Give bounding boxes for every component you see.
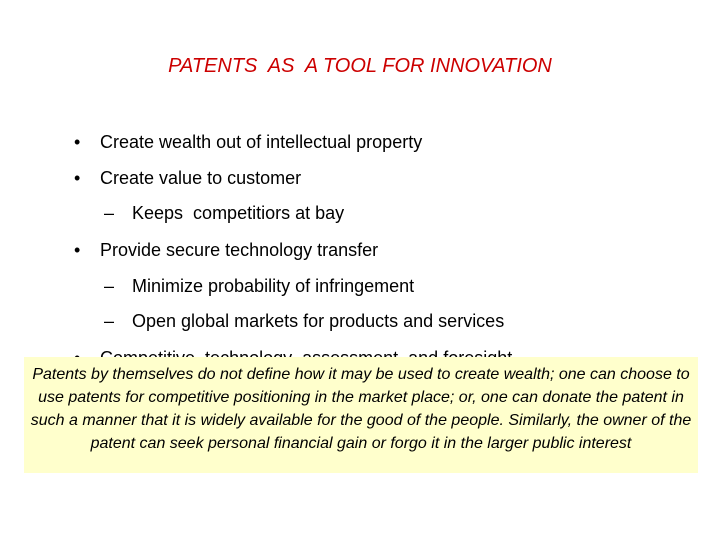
sub-bullet-text: Open global markets for products and services [132,311,505,331]
sub-bullet-text: Minimize probability of infringement [132,276,415,296]
bullet-text: Provide secure technology transfer [100,240,379,260]
bullet-marker: • [74,168,81,188]
sub-bullet-marker: – [104,203,115,223]
note-box: Patents by themselves do not define how it may be used to create wealth; one can choose to use patents for competitive positioning in the market place; or, one can donate the patent in such a manner that it is widely available for the good of the people. Similarly, the owner of the patent can seek personal financial gain or forgo it in the larger public interest [24,357,698,473]
bullet-marker: • [74,132,81,152]
bullet-text: Create wealth out of intellectual property [100,132,423,152]
bullet-text: Create value to customer [100,168,302,188]
sub-bullet-marker: – [104,311,115,331]
sub-bullet-marker: – [104,276,115,296]
slide-title: PATENTS AS A TOOL FOR INNOVATION [168,55,552,77]
bullet-marker: • [74,240,81,260]
sub-bullet-text: Keeps competitiors at bay [132,203,345,223]
